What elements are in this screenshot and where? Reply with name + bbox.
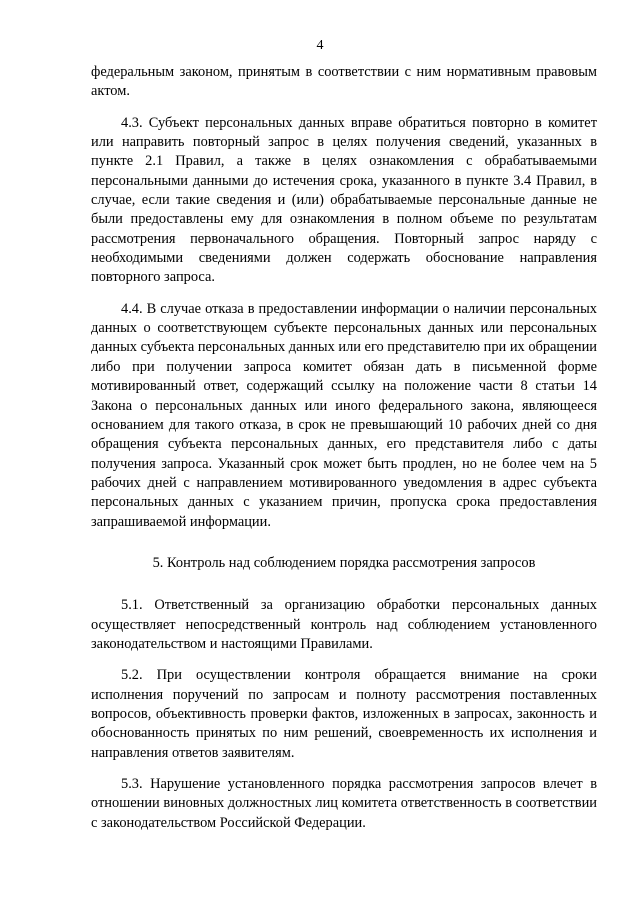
paragraph-4-3: 4.3. Субъект персональных данных вправе обратиться повторно в комитет или направить повторный запрос в целях получения сведений, указанных в пункте 2.1 Правил, а также в целях ознакомления с обрабатываемыми персональными данными до истечения срока, указанного в пункте 3.4 Правил, в случае, если такие сведения и (или) обрабатываемые персональные данные не были предоставлены ему для ознакомления в полном объеме по результатам рассмотрения первоначального обращения. Повторный запрос наряду с необходимыми сведениями должен содержать обоснование направления повторного запроса.: [91, 114, 597, 286]
page-number: 4: [316, 38, 324, 53]
paragraph-continuation: федеральным законом, принятым в соответствии с ним нормативным правовым актом.: [91, 64, 597, 100]
paragraph-4-4: 4.4. В случае отказа в предоставлении информации о наличии персональных данных о соответствующем субъекте персональных данных или персональных данных субъекта персональных данных или его представителю при их обращении либо при получении запроса комитет обязан дать в письменной форме мотивированный ответ, содержащий ссылку на положение части 8 статьи 14 Закона о персональных данных или иного федерального закона, являющееся основанием для такого отказа, в срок не превышающий 10 рабочих дней со дня обращения субъекта персональных данных, его представителя либо с даты получения запроса. Указанный срок может быть продлен, но не более чем на 5 рабочих дней с направлением мотивированного уведомления в адрес субъекта персональных данных с указанием причин, пропуска срока предоставления запрашиваемой информации.: [91, 300, 598, 530]
section-heading: 5. Контроль над соблюдением порядка рассмотрения запросов: [152, 554, 536, 571]
paragraph-5-3: 5.3. Нарушение установленного порядка рассмотрения запросов влечет в отношении виновных должностных лиц комитета ответственность в соответствии с законодательством Российской Федерации.: [91, 776, 597, 831]
paragraph-5-1: 5.1. Ответственный за организацию обработки персональных данных осуществляет непосредственный контроль над соблюдением установленного законодательством и настоящими Правилами.: [91, 597, 597, 652]
document-body: [91, 63, 597, 833]
paragraph-5-2: 5.2. При осуществлении контроля обращается внимание на сроки исполнения поручений по запросам и полноту рассмотрения поставленных вопросов, объективность проверки фактов, изложенных в запросах, законность и обоснованность принятых по ним решений, своевременность их исполнения и направления ответов заявителям.: [91, 667, 597, 761]
